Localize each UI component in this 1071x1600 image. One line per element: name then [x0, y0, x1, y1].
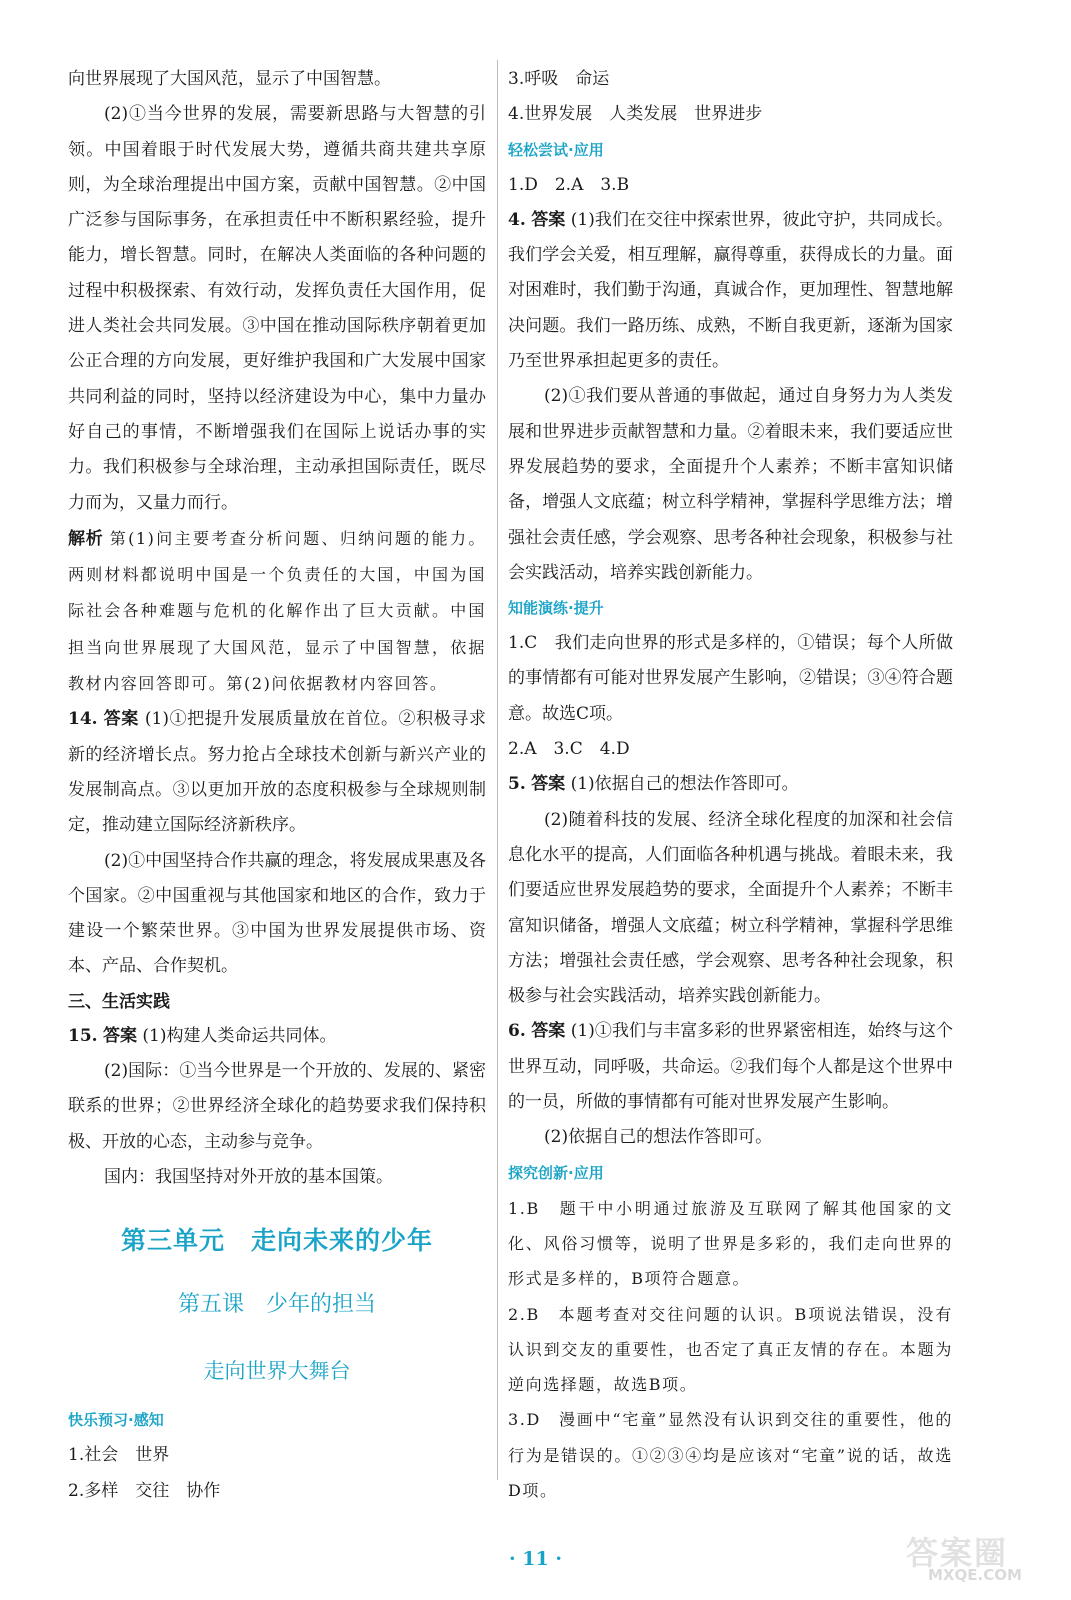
answer-explanation: 1.C 我们走向世界的形式是多样的，①错误；每个人所做的事情都有可能对世界发展产生影响，②错误；③④符合题意。故选C项。 [508, 633, 953, 724]
answer-explanation: 1.B 题干中小明通过旅游及互联网了解其他国家的文化、风俗习惯等，说明了世界是多彩的，我们走向世界的形式是多样的，B项符合题意。 [508, 1198, 953, 1289]
answer-label: 答案 [103, 709, 139, 730]
answer-paragraph: (2)①当今世界的发展，需要新思路与大智慧的引领。中国着眼于时代发展大势，遵循共商共建共享原则，为全球治理提出中国方案，贡献中国智慧。②中国广泛参与国际事务，在承担责任中不断积累经验，提升能力，增长智慧。同时，在解决人类面临的各种问题的过程中积极探索、有效行动，发挥负责任大国作用，促进人类社会共同发展。③中国在推动国际秩序朝着更加公正合理的方向发展，更好维护我国和广大发展中国家共同利益的同时，坚持以经济建设为中心，集中力量办好自己的事情，不断增强我们在国际上说话办事的实力。我们积极参与全球治理，主动承担国际责任，既尽力而为，又量力而行。 [68, 104, 486, 513]
answer-line: 4.世界发展 人类发展 世界进步 [508, 104, 763, 125]
answer-label: 答案 [102, 1025, 137, 1046]
question-5 [508, 767, 953, 802]
section-title: 走向世界大舞台 [203, 1359, 351, 1384]
question-number: 5. [508, 774, 526, 795]
watermark-logo [898, 1528, 1043, 1590]
section-tag: 探究创新·应用 [508, 1163, 604, 1182]
answer-paragraph: (2)国际：①当今世界是一个开放的、发展的、紧密联系的世界；②世界经济全球化的趋势要求我们保持积极、开放的心态，主动参与竞争。 [68, 1061, 486, 1152]
answer-paragraph: (2)①我们要从普通的事做起，通过自身努力为人类发展和世界进步贡献智慧和力量。②着眼未来，我们要适应世界发展趋势的要求，全面提升个人素养；不断丰富知识储备，增强人文底蕴；树立科学精神，掌握科学思维方法；增强社会责任感，学会观察、思考各种社会现象，积极参与社会实践活动，培养实践创新能力。 [508, 386, 953, 583]
watermark-url: MXQE.COM [928, 1566, 1022, 1584]
question-number: 4. [508, 209, 526, 230]
section-tag: 知能演练·提升 [508, 599, 604, 618]
answer-label: 答案 [531, 774, 566, 795]
answer-text: (1)构建人类命运共同体。 [142, 1025, 337, 1046]
answer-paragraph: (2)随着科技的发展、经济全球化程度的加深和社会信息化水平的提高，人们面临各种机遇与挑战。着眼未来，我们要适应世界发展趋势的要求，全面提升个人素养；不断丰富知识储备，增强人文底蕴；树立科学精神，掌握科学思维方法；增强社会责任感，学会观察、思考各种社会现象，积极参与社会实践活动，培养实践创新能力。 [508, 809, 953, 1007]
analysis-label: 解析 [68, 528, 104, 549]
watermark-text: 答案圈 [906, 1534, 1009, 1572]
answer-label: 答案 [531, 209, 566, 230]
question-number: 15. [68, 1025, 98, 1046]
answer-line: 1.D 2.A 3.B [508, 174, 630, 195]
question-6 [508, 1014, 953, 1120]
column-divider [497, 60, 498, 1480]
answer-text: (1)我们在交往中探索世界，彼此守护，共同成长。我们学会关爱，相互理解，赢得尊重，获得成长的力量。面对困难时，我们勤于沟通，真诚合作，更加理性、智慧地解决问题。我们一路历练、成熟，不断自我更新，逐渐为国家乃至世界承担起更多的责任。 [508, 209, 954, 372]
right-column [508, 62, 953, 1508]
question-number: 6. [508, 1021, 526, 1042]
answer-text: (1)①把提升发展质量放在首位。②积极寻求新的经济增长点。努力抢占全球技术创新与新兴产业的发展制高点。③以更加开放的态度积极参与全球规则制定，推动建立国际经济新秩序。 [68, 709, 487, 836]
left-column [68, 62, 486, 1509]
answer-paragraph: (2)①中国坚持合作共赢的理念，将发展成果惠及各个国家。②中国重视与其他国家和地区的合作，致力于建设一个繁荣世界。③中国为世界发展提供市场、资本、产品、合作契机。 [68, 850, 486, 977]
question-14 [68, 702, 486, 843]
answer-paragraph: 向世界展现了大国风范，显示了中国智慧。 [68, 69, 391, 89]
section-tag: 快乐预习·感知 [68, 1411, 164, 1430]
answer-paragraph: 国内：我国坚持对外开放的基本国策。 [104, 1166, 393, 1187]
question-number: 14. [68, 709, 98, 730]
answer-paragraph: (2)依据自己的想法作答即可。 [544, 1127, 773, 1148]
answer-line: 2.A 3.C 4.D [508, 739, 630, 760]
section-heading: 三、生活实践 [68, 991, 170, 1012]
analysis-paragraph [68, 521, 486, 702]
answer-explanation: 3.D 漫画中“宅童”显然没有认识到交往的重要性，他的行为是错误的。①②③④均是应该对“宅童”说的话，故选D项。 [508, 1410, 953, 1500]
answer-text: (1)①我们与丰富多彩的世界紧密相连，始终与这个世界互动，同呼吸，共命运。②我们每个人都是这个世界中的一员，所做的事情都有可能对世界发展产生影响。 [508, 1021, 954, 1113]
unit-title: 第三单元 走向未来的少年 [120, 1226, 433, 1256]
answer-label: 答案 [531, 1021, 566, 1042]
answer-line: 3.呼吸 命运 [508, 69, 610, 89]
answer-line: 2.多样 交往 协作 [68, 1480, 221, 1501]
answer-explanation: 2.B 本题考查对交往问题的认识。B项说法错误，没有认识到交友的重要性，也否定了真正友情的存在。本题为逆向选择题，故选B项。 [508, 1304, 953, 1395]
lesson-title: 第五课 少年的担当 [177, 1292, 376, 1318]
question-4 [508, 203, 953, 379]
question-15 [68, 1019, 486, 1054]
section-tag: 轻松尝试·应用 [508, 140, 604, 159]
answer-line: 1.社会 世界 [68, 1445, 170, 1466]
answer-text: (1)依据自己的想法作答即可。 [570, 774, 799, 795]
page-number: · 11 · [509, 1548, 562, 1570]
analysis-text: 第(1)问主要考查分析问题、归纳问题的能力。两则材料都说明中国是一个负责任的大国，中国为国际社会各种难题与危机的化解作出了巨大贡献。中国担当向世界展现了大国风范，显示了中国智慧，依据教材内容回答即可。第(2)问依据教材内容回答。 [68, 528, 487, 694]
